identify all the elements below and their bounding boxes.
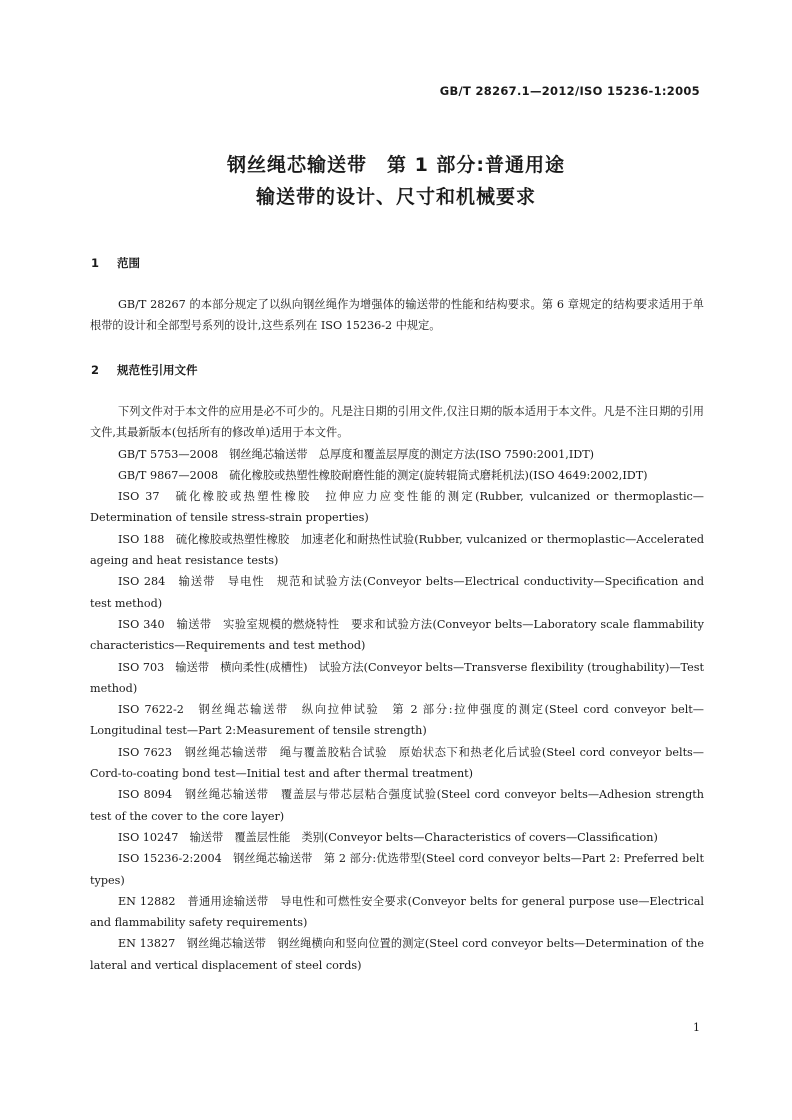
paragraph: 下列文件对于本文件的应用是必不可少的。凡是注日期的引用文件,仅注日期的版本适用于本文件。凡是不注日期的引用文件,其最新版本(包括所有的修改单)适用于本文件。: [90, 405, 704, 440]
section-heading-normative-references: [91, 362, 198, 378]
reference-item: EN 12882 普通用途输送带 导电性和可燃性安全要求(Conveyor belts for general purpose use—Electrical and flammability safety requirements): [90, 894, 704, 930]
reference-item: ISO 37 硫化橡胶或热塑性橡胶 拉伸应力应变性能的测定(Rubber, vulcanized or thermoplastic—Determination of tensile stress-strain properties): [90, 490, 704, 525]
standard-code: GB/T 28267.1—2012/ISO 15236-1:2005: [439, 84, 700, 98]
reference-item: ISO 188 硫化橡胶或热塑性橡胶 加速老化和耐热性试验(Rubber, vulcanized or thermoplastic—Accelerated ageing and heat resistance tests): [90, 532, 704, 568]
reference-item: ISO 8094 钢丝绳芯输送带 覆盖层与带芯层粘合强度试验(Steel cord conveyor belts—Adhesion strength test of the cover to the core layer): [90, 788, 704, 823]
section-title: 范围: [117, 256, 141, 270]
reference-item: GB/T 9867—2008 硫化橡胶或热塑性橡胶耐磨性能的测定(旋转辊筒式磨耗机法)(ISO 4649:2002,IDT): [118, 468, 648, 482]
reference-item: ISO 340 输送带 实验室规模的燃烧特性 要求和试验方法(Conveyor belts—Laboratory scale flammability characteristics—Requirements and test method): [90, 617, 704, 653]
reference-item: ISO 15236-2:2004 钢丝绳芯输送带 第 2 部分:优选带型(Steel cord conveyor belts—Part 2: Preferred belt types): [90, 852, 704, 887]
paragraph: GB/T 28267 的本部分规定了以纵向钢丝绳作为增强体的输送带的性能和结构要求。第 6 章规定的结构要求适用于单根带的设计和全部型号系列的设计,这些系列在 ISO 15236-2 中规定。: [90, 298, 704, 333]
reference-item: ISO 10247 输送带 覆盖层性能 类别(Conveyor belts—Characteristics of covers—Classification): [118, 830, 658, 844]
reference-item: ISO 7623 钢丝绳芯输送带 绳与覆盖胶粘合试验 原始状态下和热老化后试验(Steel cord conveyor belts—Cord-to-coating bond test—Initial test and after thermal treatment): [90, 745, 704, 781]
section-number: 2: [91, 363, 100, 377]
reference-item: ISO 703 输送带 横向柔性(成槽性) 试验方法(Conveyor belts—Transverse flexibility (troughability)—Test method): [90, 660, 704, 695]
document-title-line-2: 输送带的设计、尺寸和机械要求: [255, 186, 536, 208]
section-body-scope: [90, 294, 704, 337]
document-title-line-1: 钢丝绳芯输送带 第 1 部分:普通用途: [226, 154, 566, 176]
section-body-normative-references: [90, 401, 704, 976]
reference-item: ISO 284 输送带 导电性 规范和试验方法(Conveyor belts—Electrical conductivity—Specification and test method): [90, 575, 704, 610]
reference-item: GB/T 5753—2008 钢丝绳芯输送带 总厚度和覆盖层厚度的测定方法(ISO 7590:2001,IDT): [118, 447, 595, 461]
section-title: 规范性引用文件: [117, 363, 198, 377]
reference-item: EN 13827 钢丝绳芯输送带 钢丝绳横向和竖向位置的测定(Steel cord conveyor belts—Determination of the lateral and vertical displacement of steel cords): [90, 937, 704, 972]
section-heading-scope: [91, 255, 140, 271]
reference-item: ISO 7622-2 钢丝绳芯输送带 纵向拉伸试验 第 2 部分:拉伸强度的测定(Steel cord conveyor belt—Longitudinal test—Part 2:Measurement of tensile strength): [90, 703, 704, 738]
page-number: 1: [693, 1021, 700, 1034]
section-number: 1: [91, 256, 100, 270]
